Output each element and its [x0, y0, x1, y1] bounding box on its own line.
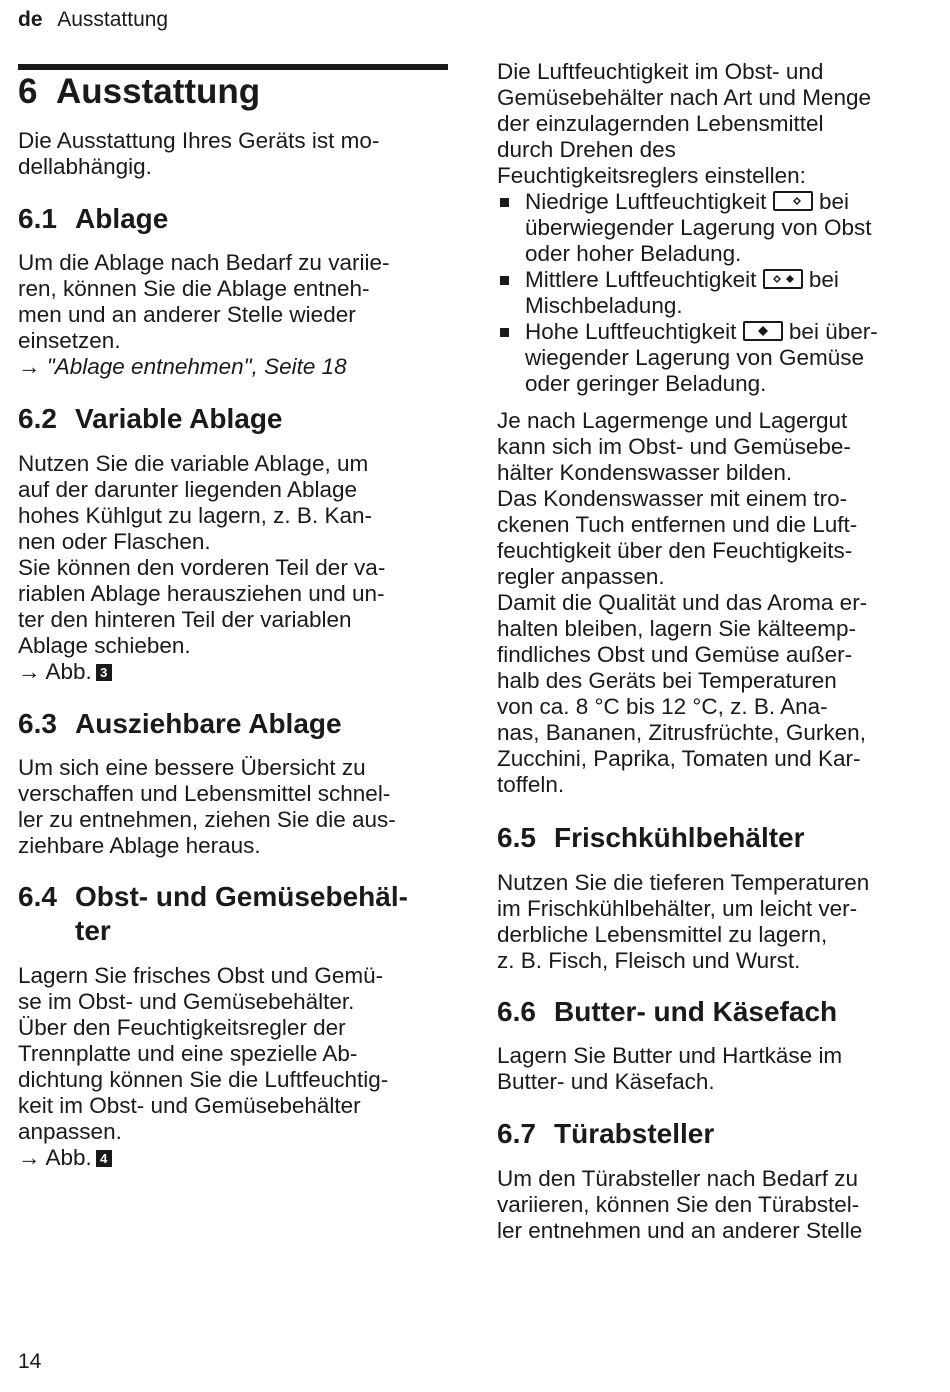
section-body-6-4: Lagern Sie frisches Obst und Gemü- se im Obst- und Gemüsebehälter. Über den Feuchtigkeitsregler der Trennplatte und eine spezielle Ab- dichtung können Sie die Luftfeuchtig- keit im Obst- und Gemüsebehälter anpassen. → Abb. 4 — [18, 963, 389, 1170]
section-body-6-1: Um die Ablage nach Bedarf zu variie- ren, können Sie die Ablage entneh- men und an anderer Stelle wieder einsetzen. → "Ablage entnehmen", Seite 18 — [18, 250, 390, 379]
list-item: Niedrige Luftfeuchtigkeit bei überwiegender Lagerung von Obst oder hoher Beladung. — [497, 189, 932, 267]
high-humidity-icon — [743, 321, 783, 341]
figure-reference: → Abb. 4 — [18, 1145, 388, 1171]
cross-reference: → "Ablage entnehmen", Seite 18 — [18, 354, 347, 379]
section-heading-6-4: 6.4 Obst- und Gemüsebehäl- ter — [18, 881, 408, 946]
section-heading-6-3: 6.3 Ausziehbare Ablage — [18, 708, 342, 739]
figure-reference: → Abb. 3 — [18, 659, 385, 685]
figure-number-badge: 3 — [96, 664, 112, 681]
low-humidity-icon — [773, 191, 813, 211]
section-heading-6-7: 6.7 Türabsteller — [497, 1118, 715, 1149]
section-continued-6-4: Die Luftfeuchtigkeit im Obst- und Gemüsebehälter nach Art und Menge der einzulagernden Lebensmittel durch Drehen des Feuchtigkeitsreglers einstellen: — [497, 59, 871, 188]
chapter-title: Ausstattung — [56, 72, 261, 111]
chapter-intro: Die Ausstattung Ihres Geräts ist mo- dellabhängig. — [18, 128, 380, 179]
section-heading-6-2: 6.2 Variable Ablage — [18, 403, 283, 434]
section-heading-6-6: 6.6 Butter- und Käsefach — [497, 996, 838, 1027]
medium-humidity-icon — [763, 269, 803, 289]
section-body-6-2: Nutzen Sie die variable Ablage, um auf der darunter liegenden Ablage hohes Kühlgut zu lagern, z. B. Kan- nen oder Flaschen. Sie können den vorderen Teil der va- riablen Ablage herausziehen und un- ter den hinteren Teil der variablen Ablage schieben. → Abb. 3 — [18, 451, 386, 684]
page-header — [18, 8, 168, 32]
page-number: 14 — [18, 1350, 42, 1373]
section-heading-6-5: 6.5 Frischkühlbehälter — [497, 822, 805, 853]
section-heading-6-1: 6.1 Ablage — [18, 203, 169, 234]
language-code: de — [18, 8, 43, 31]
chapter-rule — [18, 64, 448, 70]
section-body-6-3: Um sich eine bessere Übersicht zu verschaffen und Lebensmittel schnel- ler zu entnehmen, ziehen Sie die aus- ziehbare Ablage heraus. — [18, 755, 396, 858]
section-body-6-7: Um den Türabsteller nach Bedarf zu variieren, können Sie den Türabstel- ler entnehmen und an anderer Stelle — [497, 1166, 863, 1243]
list-item: Mittlere Luftfeuchtigkeit bei Mischbeladung. — [497, 267, 932, 319]
chapter-heading — [18, 72, 260, 112]
section-body-6-5: Nutzen Sie die tieferen Temperaturen im Frischkühlbehälter, um leicht ver- derbliche Lebensmittel zu lagern, z. B. Fisch, Fleisch und Wurst. — [497, 870, 870, 973]
section-body-6-6: Lagern Sie Butter und Hartkäse im Butter- und Käsefach. — [497, 1043, 843, 1094]
condensation-paragraph: Je nach Lagermenge und Lagergut kann sich im Obst- und Gemüsebe- hälter Kondenswasser bilden. Das Kondenswasser mit einem tro- ckenen Tuch entfernen und die Luft- feuchtigkeit über den Feuchtigkeits- regler anpassen. Damit die Qualität und das Aroma er- halten bleiben, lagern Sie kälteemp- findliches Obst und Gemüse außer- halb des Geräts bei Temperaturen von ca. 8 °C bis 12 °C, z. B. Ana- nas, Bananen, Zitrusfrüchte, Gurken, Zucchini, Paprika, Tomaten und Kar- toffeln. — [497, 408, 868, 797]
humidity-list — [497, 189, 932, 397]
header-title: Ausstattung — [57, 8, 169, 31]
list-item: Hohe Luftfeuchtigkeit bei über- wiegender Lagerung von Gemüse oder geringer Beladung. — [497, 319, 932, 397]
figure-number-badge: 4 — [96, 1150, 112, 1167]
chapter-number: 6 — [18, 72, 38, 111]
